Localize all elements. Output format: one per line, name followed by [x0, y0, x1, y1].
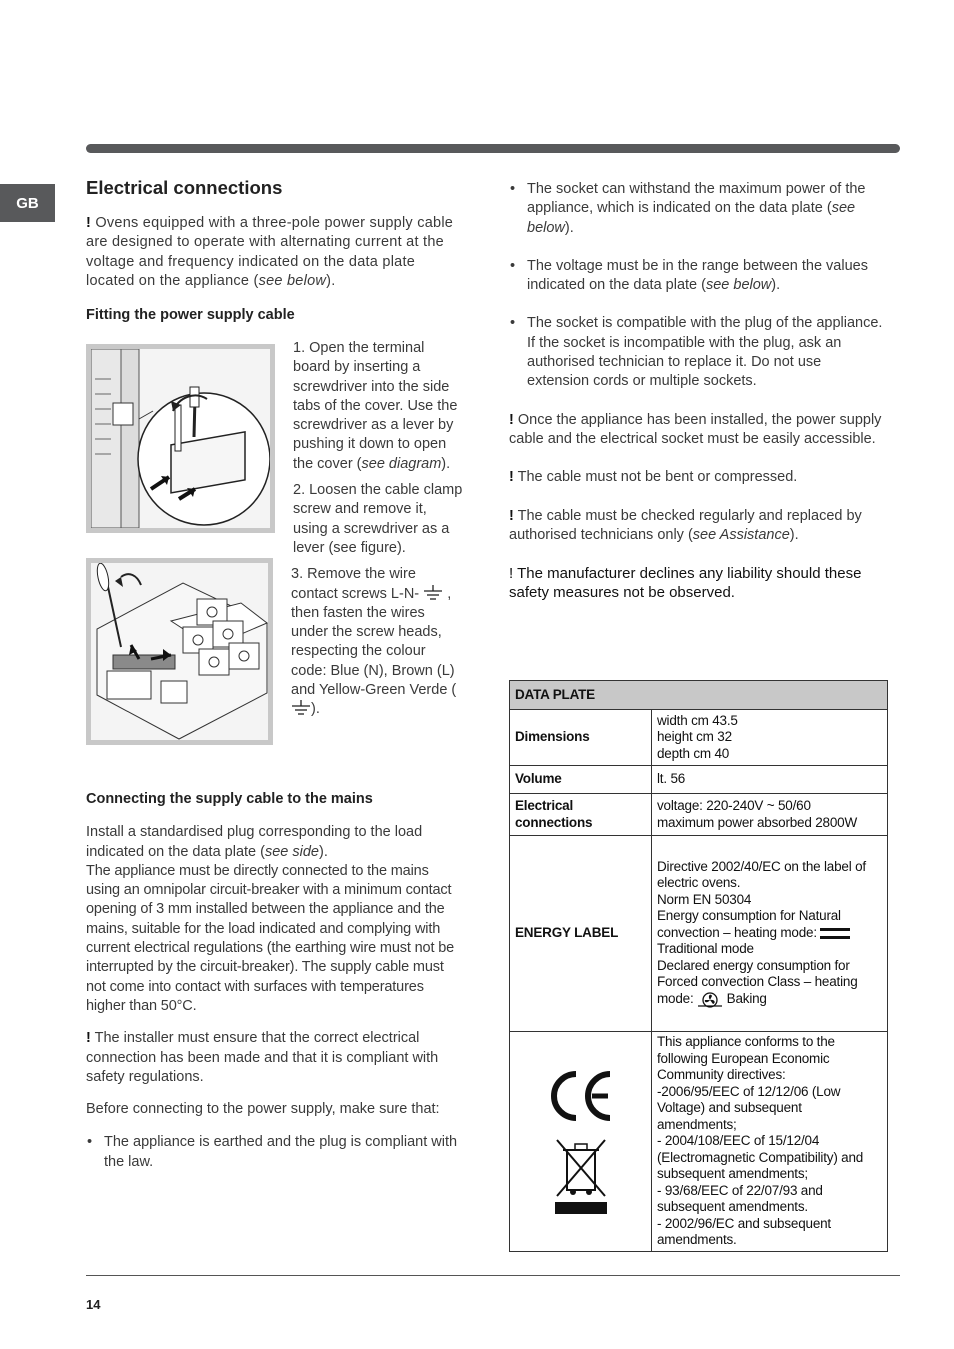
energy-forced: [657, 958, 882, 1009]
bent-text: The cable must not be bent or compressed.: [517, 469, 798, 486]
data-plate-header: DATA PLATE: [510, 681, 888, 710]
electrical-label-line-1: Electrical: [515, 798, 574, 813]
energy-forced-text: Declared energy consumption for Forced convection Class – heating mode:: [657, 957, 858, 1006]
mains-paragraph-1: [86, 823, 462, 862]
mains-p1-text: Install a standardised plug corresponding to the load indicated on the data plate (: [86, 824, 423, 860]
step-1-text: 1. Open the terminal board by inserting a screwdriver into the side tabs of the cover. Use the screwdriver as a lever by pushing it down to open the cover (: [293, 340, 458, 472]
warning-mark: !: [86, 1030, 91, 1047]
installer-text: The installer must ensure that the correct electrical connection has been made and that it is compliant with safety regulations.: [86, 1030, 439, 1085]
certification-marks: [510, 1032, 652, 1252]
height-value: height cm 32: [657, 729, 732, 745]
conformity-value: [652, 1032, 888, 1252]
cable-clamp-figure: [86, 558, 273, 745]
table-header-row: [510, 681, 888, 710]
right-column: [509, 180, 887, 603]
step-1: [291, 339, 463, 474]
checked-note: [509, 507, 887, 546]
intro-paragraph: [86, 214, 462, 291]
before-connecting-text: Before connecting to the power supply, make sure that:: [86, 1101, 440, 1118]
warning-mark: !: [509, 469, 514, 486]
energy-value: [652, 836, 888, 1032]
footer-rule: [86, 1275, 900, 1276]
width-value: width cm 43.5: [657, 712, 738, 728]
mains-p1-end: ).: [318, 843, 328, 860]
energy-natural-text: Energy consumption for Natural convection – heating mode:: [657, 908, 841, 940]
mains-paragraph-2: The appliance must be directly connected to the mains using an omnipolar circuit-breaker with a minimum contact opening of 3 mm installed between the appliance and the mains, suitable for the load indicated and complying with current electrical regulations (the earthing wire must not be interrupted by the circuit-breaker). The supply cable must not come into contact with surfaces with temperatures higher than 50°C.: [86, 862, 455, 1014]
intro-end: ).: [326, 272, 336, 289]
electrical-label: [510, 794, 652, 836]
installer-note: [86, 1029, 462, 1087]
energy-baking: Baking: [726, 990, 767, 1006]
energy-label: ENERGY LABEL: [510, 836, 652, 1032]
voltage-text: The voltage must be in the range between the values indicated on the data plate (: [527, 257, 868, 294]
table-row: [510, 794, 888, 836]
installed-note: [509, 411, 887, 450]
intro-text: Ovens equipped with a three-pole power supply cable are designed to operate with alternating current at the voltage and frequency indicated on the data plate located on the appliance (: [86, 215, 454, 289]
bent-note: [509, 468, 887, 487]
fitting-steps: [291, 339, 463, 727]
list-item: [509, 180, 887, 238]
left-column: [86, 176, 462, 325]
installed-text: Once the appliance has been installed, the power supply cable and the electrical socket must be easily accessible.: [509, 411, 882, 447]
terminal-board-figure: [86, 344, 275, 533]
table-row: [510, 710, 888, 766]
depth-value: depth cm 40: [657, 745, 730, 761]
voltage-italic: see below: [705, 277, 772, 294]
voltage-value: voltage: 220-240V ~ 50/60: [657, 798, 811, 813]
checklist-left: [86, 1133, 462, 1172]
conformity-directive-4: - 2002/96/EC and subsequent amendments.: [657, 1215, 831, 1247]
dimensions-label: Dimensions: [510, 710, 652, 766]
step-3-text-a: 3. Remove the wire contact screws L-N-: [291, 566, 420, 602]
intro-italic: see below: [258, 272, 327, 289]
conformity-directive-2: - 2004/108/EEC of 15/12/04 (Electromagnetic Compatibility) and subsequent amendments;: [657, 1133, 864, 1181]
checked-text: The cable must be checked regularly and replaced by authorised technicians only (: [509, 507, 862, 543]
mains-section: [86, 790, 462, 1172]
energy-natural: [657, 908, 882, 941]
list-item: • The socket is compatible with the plug of the appliance. If the socket is incompatible with the plug, ask an authorised technician to replace it. Do not use extension cords or multiple sockets.: [509, 314, 887, 391]
max-power-value: maximum power absorbed 2800W: [657, 814, 857, 830]
dimensions-value: [652, 710, 888, 766]
ce-mark-icon: [546, 1068, 616, 1124]
step-3-text-b: , then fasten the wires under the screw heads, respecting the colour code: Blue (N), Brown (L) and Yellow-Green Verde (: [291, 585, 457, 699]
warning-mark: !: [509, 411, 514, 428]
mains-heading: Connecting the supply cable to the mains: [86, 791, 373, 807]
weee-bin-icon: [553, 1138, 609, 1214]
mains-p1-italic: see side: [264, 843, 319, 860]
table-row: [510, 1032, 888, 1252]
table-row: [510, 836, 888, 1032]
page-number: 14: [86, 1297, 101, 1312]
checked-italic: see Assistance: [692, 526, 790, 543]
earth-symbol-icon: [423, 585, 443, 601]
step-3: [291, 565, 463, 719]
socket-text: The socket can withstand the maximum power of the appliance, which is indicated on the data plate (: [527, 181, 866, 217]
checked-end: ).: [789, 526, 799, 543]
step-1-italic: see diagram: [361, 455, 442, 472]
list-item: • The appliance is earthed and the plug is compliant with the law.: [86, 1133, 462, 1172]
fitting-heading: Fitting the power supply cable: [86, 307, 295, 324]
fan-icon: [697, 991, 723, 1009]
checklist-right: [509, 180, 887, 392]
energy-directive: Directive 2002/40/EC on the label of electric ovens.: [657, 858, 866, 890]
step-2: 2. Loosen the cable clamp screw and remove it, using a screwdriver as a lever (see figure).: [293, 482, 463, 556]
warning-mark: !: [86, 215, 92, 231]
energy-norm: Norm EN 50304: [657, 891, 752, 907]
conformity-intro: This appliance conforms to the following European Economic Community directives:: [657, 1034, 835, 1082]
header-bar: [86, 144, 900, 153]
socket-end: ).: [564, 219, 574, 236]
conformity-directive-3: - 93/68/EEC of 22/07/93 and subsequent amendments.: [657, 1182, 823, 1214]
liability-note: ! The manufacturer declines any liability should these safety measures not be observed.: [509, 565, 862, 602]
traditional-mode-icon: [820, 926, 850, 940]
volume-label: Volume: [510, 766, 652, 794]
socket-italic: see below: [527, 200, 856, 236]
table-row: [510, 766, 888, 794]
warning-mark: !: [509, 507, 514, 524]
terminal-board-illustration: [91, 349, 270, 528]
step-3-end: ).: [311, 701, 320, 718]
voltage-end: ).: [771, 277, 781, 294]
section-title: Electrical connections: [86, 177, 283, 198]
volume-value: lt. 56: [652, 766, 888, 794]
data-plate-table: [509, 680, 888, 1252]
language-tab: GB: [0, 184, 55, 222]
list-item: [509, 257, 887, 296]
electrical-label-line-2: connections: [515, 814, 593, 830]
earth-symbol-icon: [291, 700, 311, 716]
step-1-end: ).: [441, 455, 451, 472]
conformity-directive-1: -2006/95/EEC of 12/12/06 (Low Voltage) and subsequent amendments;: [657, 1083, 841, 1132]
energy-traditional: Traditional mode: [657, 941, 754, 956]
cable-clamp-illustration: [91, 563, 268, 740]
electrical-value: [652, 794, 888, 836]
